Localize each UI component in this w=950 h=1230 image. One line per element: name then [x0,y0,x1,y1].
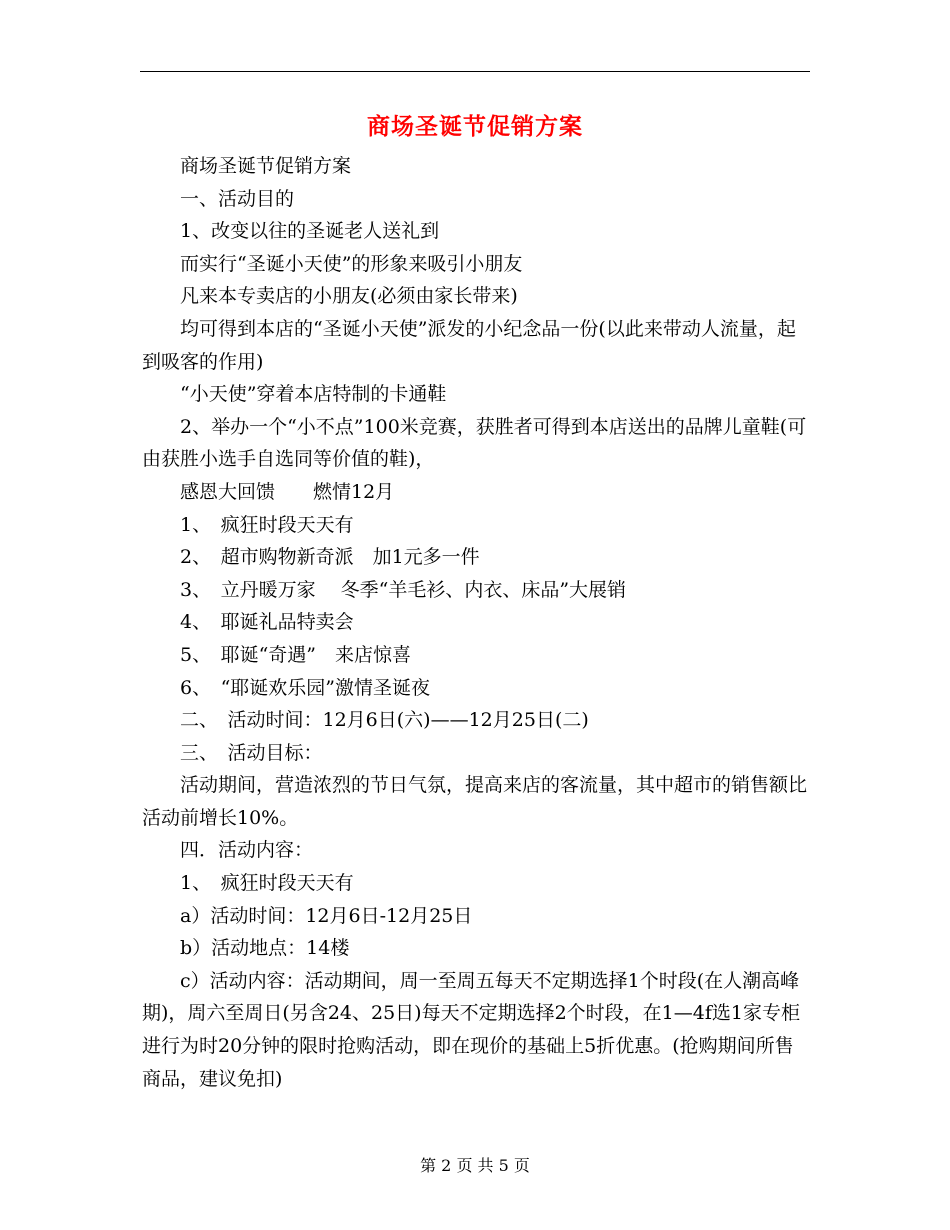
document-body [142,150,810,1095]
paragraph: 4、 耶诞礼品特卖会 [180,611,354,634]
paragraph: 3、 立丹暖万家 冬季“羊毛衫、内衣、床品”大展销 [180,578,627,601]
paragraph: 5、 耶诞“奇遇” 来店惊喜 [180,643,412,666]
paragraph: 商场圣诞节促销方案 [180,155,352,177]
paragraph: b）活动地点：14楼 [180,937,350,960]
paragraph: 感恩大回馈 燃情12月 [180,480,395,503]
page-footer: 第 2 页 共 5 页 [420,1156,530,1175]
paragraph: 1、 疯狂时段天天有 [180,513,354,536]
paragraph: 凡来本专卖店的小朋友(必须由家长带来) [180,285,518,308]
paragraph: 1、 疯狂时段天天有 [180,872,354,895]
paragraph: 三、 活动目标： [180,741,323,764]
paragraph: c）活动内容：活动期间，周一至周五每天不定期选择1个时段(在人潮高峰期)，周六至周日(另含24、25日)每天不定期选择2个时段，在1—4f选1家专柜进行为时20分钟的限时抢购活动，即在现价的基础上5折优惠。(抢购期间所售商品，建议免扣) [142,969,800,1090]
document-title: 商场圣诞节促销方案 [367,113,583,140]
paragraph: 活动期间，营造浓烈的节日气氛，提高来店的客流量，其中超市的销售额比活动前增长10%。 [142,774,808,829]
paragraph: 一、活动目的 [180,187,295,210]
paragraph: 6、 “耶诞欢乐园”激情圣诞夜 [180,676,431,699]
paragraph: 1、改变以往的圣诞老人送礼到 [180,220,440,243]
paragraph: a）活动时间：12月6日-12月25日 [180,904,473,927]
paragraph: 2、 超市购物新奇派 加1元多一件 [180,546,480,569]
paragraph: 而实行“圣诞小天使”的形象来吸引小朋友 [180,252,523,275]
paragraph: 均可得到本店的“圣诞小天使”派发的小纪念品一份(以此来带动人流量，起到吸客的作用) [142,317,796,373]
paragraph: 2、举办一个“小不点”100米竞赛，获胜者可得到本店送出的品牌儿童鞋(可由获胜小选手自选同等价值的鞋)， [142,415,807,471]
paragraph: 四．活动内容： [180,839,314,862]
paragraph: “小天使”穿着本店特制的卡通鞋 [180,383,447,406]
paragraph: 二、 活动时间：12月6日(六)——12月25日(二) [180,709,589,732]
header-rule [140,71,810,72]
